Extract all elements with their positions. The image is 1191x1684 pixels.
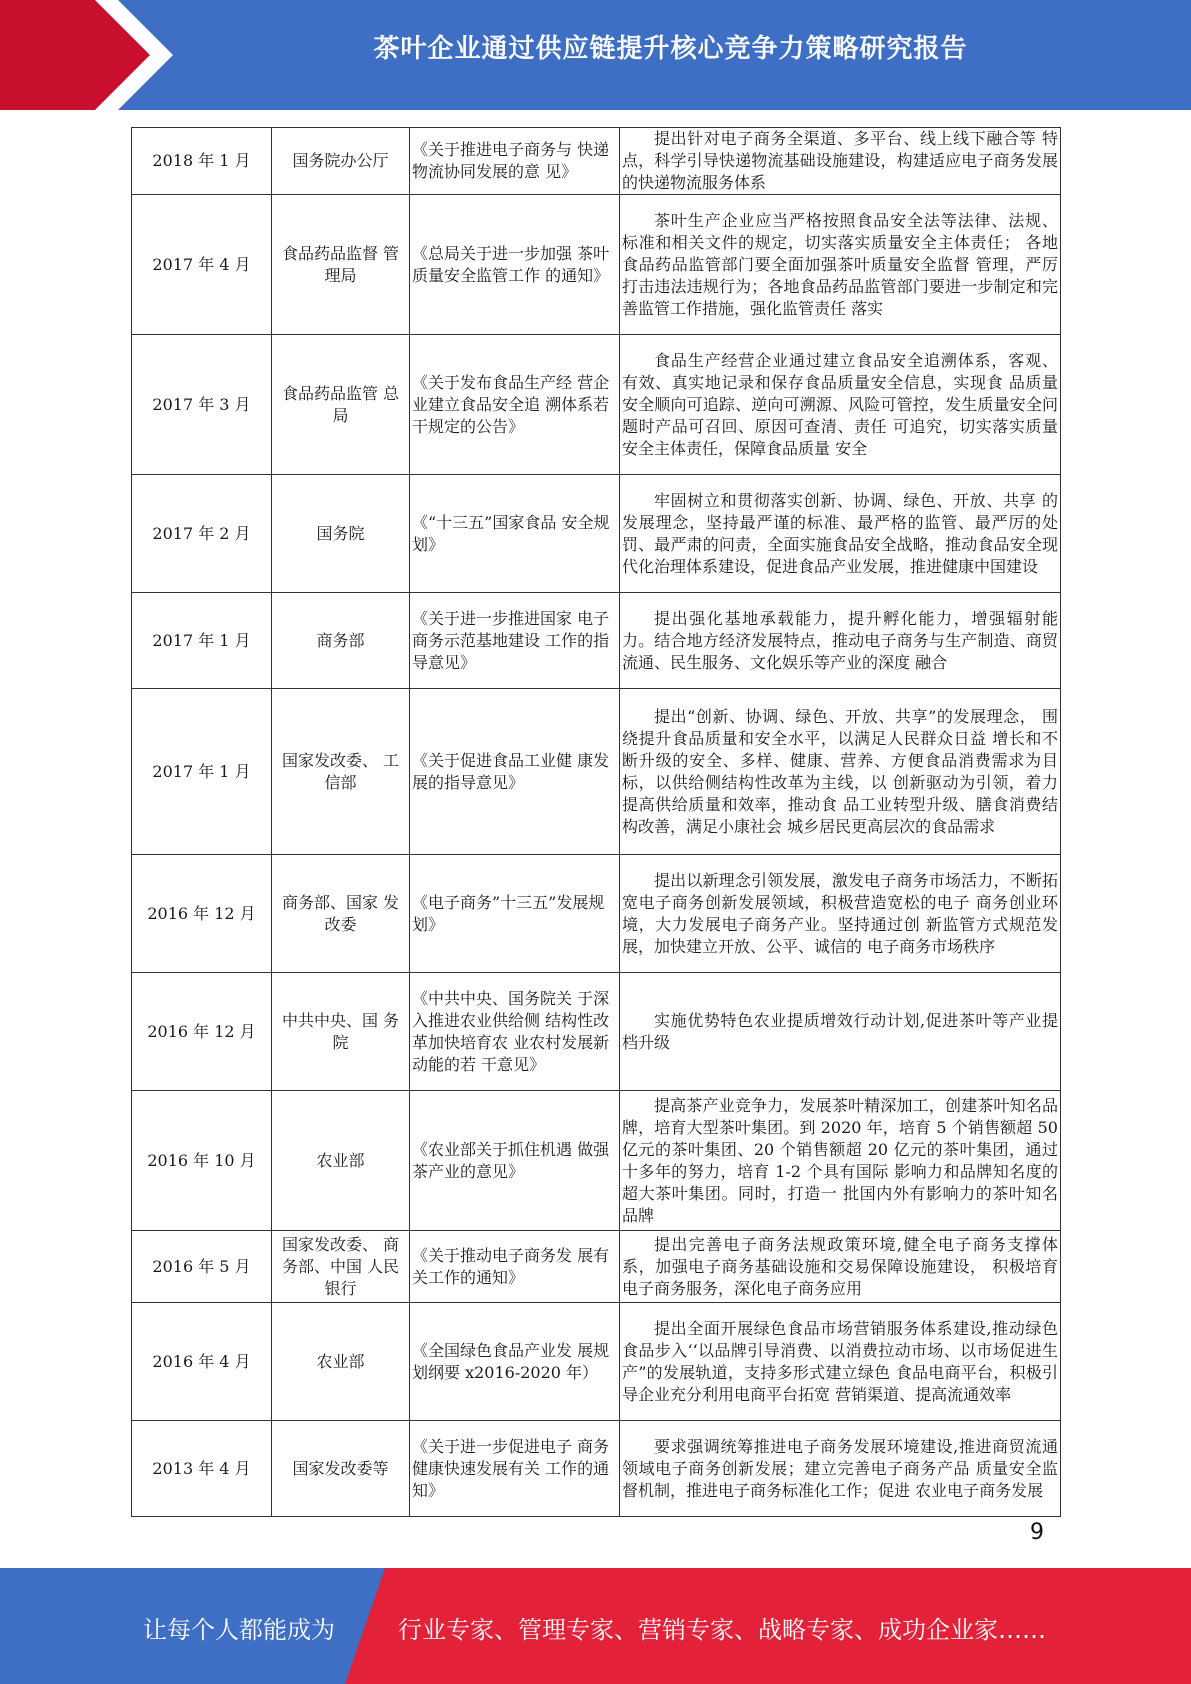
row-content: 提出针对电子商务全渠道、多平台、线上线下融合等 特点，科学引导快递物流基础设施建设，构建适应电子商务发展的快递物流服务体系 <box>620 128 1061 195</box>
table-row <box>132 128 1061 195</box>
row-content: 茶叶生产企业应当严格按照食品安全法等法律、法规、 标准和相关文件的规定，切实落实质量安全主体责任； 各地食品药品监管部门要全面加强茶叶质量安全监督 管理，严厉打击违法违规行为；各地食品药品监管部门要进一步制定和完善监管工作措施，强化监管责任 落实 <box>620 195 1061 335</box>
row-date: 2017 年 3 月 <box>132 335 272 475</box>
row-document: 《中共中央、国务院关 于深入推进农业供给侧 结构性改革加快培育农 业农村发展新动能的若 干意见》 <box>410 973 620 1091</box>
page-header <box>0 0 1191 110</box>
row-organization: 食品药品监管 总局 <box>272 335 410 475</box>
table-row <box>132 475 1061 593</box>
row-date: 2013 年 4 月 <box>132 1421 272 1517</box>
row-document: 《关于推进电子商务与 快递物流协同发展的意 见》 <box>410 128 620 195</box>
row-date: 2016 年 12 月 <box>132 855 272 973</box>
row-organization: 农业部 <box>272 1091 410 1231</box>
row-document: 《关于促进食品工业健 康发展的指导意见》 <box>410 689 620 855</box>
row-content: 提出全面开展绿色食品市场营销服务体系建设,推动绿色食品步入‘‘以品牌引导消费、以消费拉动市场、以市场促进生产”的发展轨道，支持多形式建立绿色 食品电商平台，积极引导企业充分利用电商平台拓宽 营销渠道、提高流通效率 <box>620 1303 1061 1421</box>
row-date: 2017 年 2 月 <box>132 475 272 593</box>
policy-table <box>131 127 1061 1517</box>
row-date: 2018 年 1 月 <box>132 128 272 195</box>
row-date: 2017 年 4 月 <box>132 195 272 335</box>
table-row <box>132 335 1061 475</box>
row-document: 《关于推动电子商务发 展有关工作的通知》 <box>410 1231 620 1303</box>
row-organization: 农业部 <box>272 1303 410 1421</box>
row-organization: 国务院 <box>272 475 410 593</box>
row-organization: 商务部 <box>272 593 410 689</box>
table-row <box>132 1421 1061 1517</box>
row-document: 《全国绿色食品产业发 展规划纲要 x2016-2020 年） <box>410 1303 620 1421</box>
row-content: 实施优势特色农业提质增效行动计划,促进茶叶等产业提档升级 <box>620 973 1061 1091</box>
table-row <box>132 1231 1061 1303</box>
row-organization: 食品药品监督 管理局 <box>272 195 410 335</box>
row-document: 《总局关于进一步加强 茶叶质量安全监管工作 的通知》 <box>410 195 620 335</box>
row-document: 《关于进一步推进国家 电子商务示范基地建设 工作的指导意见》 <box>410 593 620 689</box>
footer-slogan-left: 让每个人都能成为 <box>143 1616 335 1644</box>
row-content: 提高茶产业竞争力，发展茶叶精深加工，创建茶叶知名品牌，培育大型茶叶集团。到 2020 年，培育 5 个销售额超 50 亿元的茶叶集团、20 个销售额超 20 亿元的茶叶集团，通过十多年的努力，培育 1-2 个具有国际 影响力和品牌知名度的超大茶叶集团。同时，打造一 批国内外有影响力的茶叶知名品牌 <box>620 1091 1061 1231</box>
row-date: 2017 年 1 月 <box>132 593 272 689</box>
page-footer <box>0 1568 1191 1684</box>
row-content: 牢固树立和贯彻落实创新、协调、绿色、开放、共享 的发展理念，坚持最严谨的标准、最严格的监管、最严厉的处罚、最严肃的问责，全面实施食品安全战略，推动食品安全现代化治理体系建设，促进食品产业发展，推进健康中国建设 <box>620 475 1061 593</box>
row-date: 2016 年 10 月 <box>132 1091 272 1231</box>
row-document: 《关于进一步促进电子 商务健康快速发展有关 工作的通知》 <box>410 1421 620 1517</box>
row-organization: 商务部、国家 发改委 <box>272 855 410 973</box>
row-content: 要求强调统筹推进电子商务发展环境建设,推进商贸流通领域电子商务创新发展；建立完善电子商务产品 质量安全监督机制，推进电子商务标准化工作；促进 农业电子商务发展 <box>620 1421 1061 1517</box>
table-row <box>132 1303 1061 1421</box>
row-organization: 国家发改委、 工信部 <box>272 689 410 855</box>
row-content: 提出以新理念引领发展，激发电子商务市场活力，不断拓宽电子商务创新发展领域，积极营造宽松的电子 商务创业环境，大力发展电子商务产业。坚持通过创 新监管方式规范发展，加快建立开放、公平、诚信的 电子商务市场秩序 <box>620 855 1061 973</box>
table-row <box>132 855 1061 973</box>
row-date: 2016 年 5 月 <box>132 1231 272 1303</box>
table-row <box>132 593 1061 689</box>
row-date: 2017 年 1 月 <box>132 689 272 855</box>
row-organization: 国家发改委等 <box>272 1421 410 1517</box>
table-row <box>132 973 1061 1091</box>
row-content: 食品生产经营企业通过建立食品安全追溯体系，客观、 有效、真实地记录和保存食品质量安全信息，实现食 品质量安全顺向可追踪、逆向可溯源、风险可管控，发生质量安全问题时产品可召回、原因可查清、责任 可追究，切实落实质量安全主体责任，保障食品质量 安全 <box>620 335 1061 475</box>
row-document: 《关于发布食品生产经 营企业建立食品安全追 溯体系若干规定的公告》 <box>410 335 620 475</box>
row-document: 《“十三五”国家食品 安全规划》 <box>410 475 620 593</box>
row-document: 《电子商务”十三五”发展规划》 <box>410 855 620 973</box>
row-document: 《农业部关于抓住机遇 做强茶产业的意见》 <box>410 1091 620 1231</box>
row-content: 提出完善电子商务法规政策环境,健全电子商务支撑体系，加强电子商务基础设施和交易保障设施建设， 积极培育电子商务服务，深化电子商务应用 <box>620 1231 1061 1303</box>
table-row <box>132 1091 1061 1231</box>
row-content: 提出强化基地承载能力，提升孵化能力，增强辐射能 力。结合地方经济发展特点，推动电子商务与生产制造、商贸流通、民生服务、文化娱乐等产业的深度 融合 <box>620 593 1061 689</box>
row-content: 提出“创新、协调、绿色、开放、共享”的发展理念， 围绕提升食品质量和安全水平，以满足人民群众日益 增长和不断升级的安全、多样、健康、营养、方便食品消费需求为目标，以供给侧结构性改革为主线，以 创新驱动为引领，着力提高供给质量和效率，推动食 品工业转型升级、膳食消费结构改善，满足小康社会 城乡居民更高层次的食品需求 <box>620 689 1061 855</box>
row-organization: 中共中央、国 务院 <box>272 973 410 1091</box>
footer-slogan-right: 行业专家、管理专家、营销专家、战略专家、成功企业家…… <box>398 1616 1046 1644</box>
table-row <box>132 195 1061 335</box>
row-date: 2016 年 12 月 <box>132 973 272 1091</box>
row-organization: 国家发改委、 商务部、中国 人民银行 <box>272 1231 410 1303</box>
row-date: 2016 年 4 月 <box>132 1303 272 1421</box>
page-number: 9 <box>1030 1520 1044 1545</box>
report-title: 茶叶企业通过供应链提升核心竞争力策略研究报告 <box>373 34 968 64</box>
row-organization: 国务院办公厅 <box>272 128 410 195</box>
table-row <box>132 689 1061 855</box>
